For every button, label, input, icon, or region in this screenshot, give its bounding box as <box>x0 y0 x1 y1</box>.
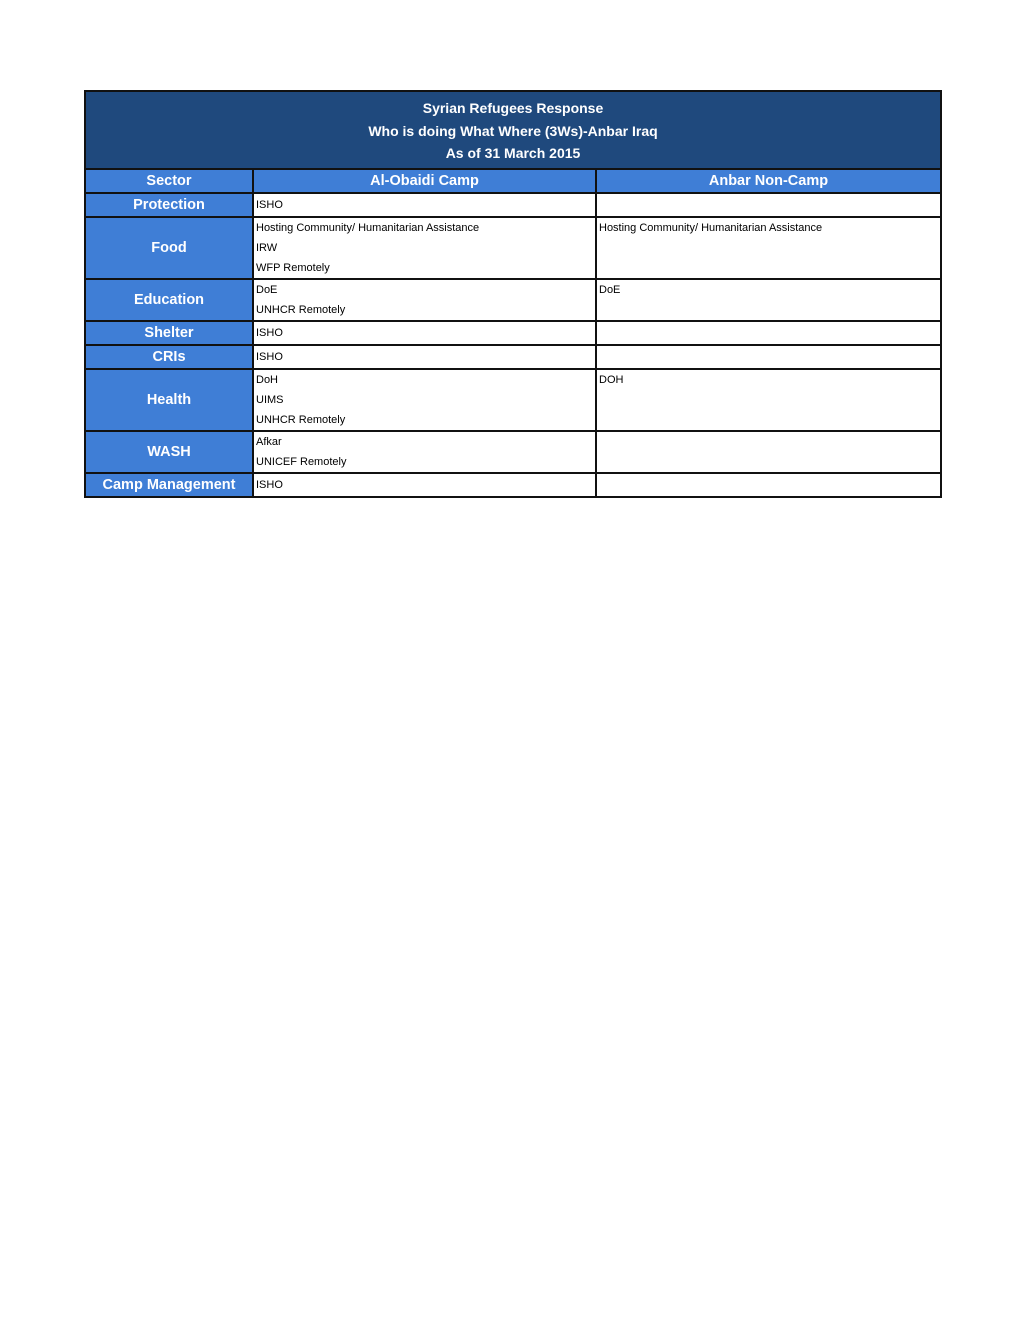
camp-orgs-cell <box>253 369 596 431</box>
column-header-camp: Al-Obaidi Camp <box>253 169 596 193</box>
org-name: UNHCR Remotely <box>256 303 346 316</box>
camp-orgs-cell <box>253 193 596 217</box>
sector-cell: Camp Management <box>85 473 253 497</box>
sector-cell: Health <box>85 369 253 431</box>
title-line-1: Syrian Refugees Response <box>422 100 604 116</box>
sector-cell: Shelter <box>85 321 253 345</box>
camp-orgs-cell <box>253 345 596 369</box>
org-name: Hosting Community/ Humanitarian Assistance <box>599 221 823 234</box>
org-name: DoH <box>256 373 279 386</box>
org-name: WFP Remotely <box>256 261 330 274</box>
org-name: ISHO <box>256 350 283 363</box>
noncamp-orgs-cell <box>596 279 941 321</box>
org-name: UNICEF Remotely <box>256 455 347 468</box>
camp-orgs-cell <box>253 473 596 497</box>
header-row <box>85 169 941 193</box>
sector-cell: Protection <box>85 193 253 217</box>
org-name: Afkar <box>256 435 282 448</box>
sector-cell: Education <box>85 279 253 321</box>
camp-orgs-cell <box>253 431 596 473</box>
column-header-noncamp: Anbar Non-Camp <box>596 169 941 193</box>
org-name: DoE <box>256 283 278 296</box>
noncamp-orgs-cell <box>596 369 941 431</box>
title-line-3: As of 31 March 2015 <box>445 145 581 161</box>
table-row <box>85 217 941 279</box>
camp-orgs-cell <box>253 217 596 279</box>
sector-cell: Food <box>85 217 253 279</box>
table-row <box>85 473 941 497</box>
3w-sheet <box>84 90 940 498</box>
table-title <box>85 91 941 169</box>
org-name: IRW <box>256 241 278 254</box>
camp-orgs-cell <box>253 279 596 321</box>
column-header-sector: Sector <box>85 169 253 193</box>
sector-cell: CRIs <box>85 345 253 369</box>
noncamp-orgs-cell <box>596 431 941 473</box>
table-row <box>85 369 941 431</box>
org-name: Hosting Community/ Humanitarian Assistance <box>256 221 480 234</box>
3w-table <box>84 90 942 498</box>
title-line-2: Who is doing What Where (3Ws)-Anbar Iraq <box>368 122 658 139</box>
org-name: ISHO <box>256 478 283 491</box>
noncamp-orgs-cell <box>596 345 941 369</box>
table-body <box>85 193 941 497</box>
camp-orgs-cell <box>253 321 596 345</box>
table-row <box>85 321 941 345</box>
table-row <box>85 431 941 473</box>
org-name: DoE <box>599 283 621 296</box>
table-row <box>85 279 941 321</box>
noncamp-orgs-cell <box>596 193 941 217</box>
org-name: ISHO <box>256 198 283 211</box>
table-row <box>85 193 941 217</box>
title-row <box>85 91 941 169</box>
org-name: UIMS <box>256 393 284 406</box>
noncamp-orgs-cell <box>596 217 941 279</box>
table-row <box>85 345 941 369</box>
noncamp-orgs-cell <box>596 473 941 497</box>
org-name: DOH <box>599 373 624 386</box>
sector-cell: WASH <box>85 431 253 473</box>
org-name: UNHCR Remotely <box>256 413 346 426</box>
org-name: ISHO <box>256 326 283 339</box>
noncamp-orgs-cell <box>596 321 941 345</box>
